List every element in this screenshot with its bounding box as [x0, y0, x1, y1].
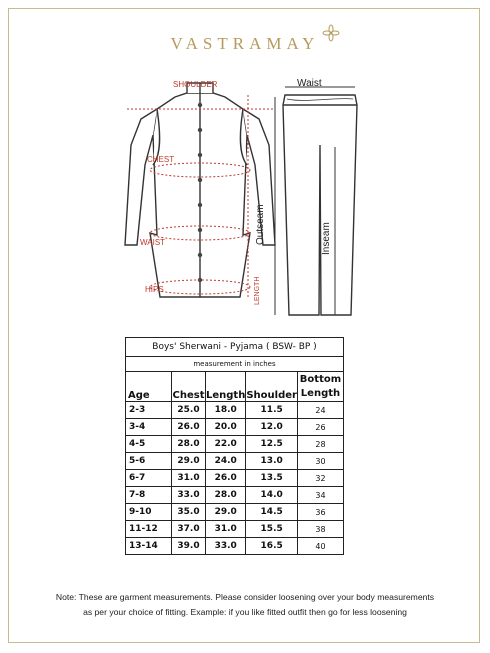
- table-cell: 35.0: [172, 504, 206, 521]
- header-age: Age: [126, 372, 172, 402]
- inseam-label: Inseam: [321, 222, 332, 255]
- table-cell: 29.0: [172, 453, 206, 470]
- table-cell: 24.0: [206, 453, 246, 470]
- waist-label: WAIST: [140, 238, 166, 247]
- table-row: [126, 453, 344, 470]
- shoulder-label: SHOULDER: [173, 80, 218, 89]
- table-cell: 31.0: [172, 470, 206, 487]
- table-cell: 5-6: [126, 453, 172, 470]
- note-line-2: as per your choice of fitting. Example: if you like fitted outfit then go for less loosening: [83, 607, 407, 617]
- table-row: [126, 538, 344, 555]
- header-bottom-length: Bottom Length: [297, 372, 343, 402]
- header-chest: Chest: [172, 372, 206, 402]
- table-cell: 9-10: [126, 504, 172, 521]
- table-cell: 29.0: [206, 504, 246, 521]
- table-cell: 12.5: [246, 436, 298, 453]
- table-title: Boys' Sherwani - Pyjama ( BSW- BP ): [126, 338, 344, 357]
- table-cell: 16.5: [246, 538, 298, 555]
- table-cell: 34: [297, 487, 343, 504]
- table-cell: 13-14: [126, 538, 172, 555]
- table-row: [126, 470, 344, 487]
- table-cell: 13.5: [246, 470, 298, 487]
- table-cell: 36: [297, 504, 343, 521]
- table-cell: 28.0: [206, 487, 246, 504]
- table-row: [126, 402, 344, 419]
- table-cell: 28.0: [172, 436, 206, 453]
- table-cell: 14.0: [246, 487, 298, 504]
- table-cell: 7-8: [126, 487, 172, 504]
- table-subtitle: measurement in inches: [126, 357, 344, 372]
- table-cell: 11-12: [126, 521, 172, 538]
- brand-logo: [0, 34, 490, 54]
- table-row: [126, 436, 344, 453]
- table-cell: 31.0: [206, 521, 246, 538]
- table-cell: 18.0: [206, 402, 246, 419]
- table-cell: 33.0: [172, 487, 206, 504]
- table-cell: 26.0: [206, 470, 246, 487]
- table-cell: 28: [297, 436, 343, 453]
- table-cell: 30: [297, 453, 343, 470]
- measurement-diagram: [105, 75, 395, 325]
- size-chart-table: [125, 337, 344, 555]
- fitting-note: [22, 590, 468, 620]
- table-row: [126, 521, 344, 538]
- table-body: [126, 402, 344, 555]
- table-cell: 15.5: [246, 521, 298, 538]
- brand-name: VASTRAMAY: [170, 34, 320, 53]
- table-cell: 4-5: [126, 436, 172, 453]
- table-cell: 12.0: [246, 419, 298, 436]
- table-cell: 11.5: [246, 402, 298, 419]
- pant-waist-label: Waist: [297, 78, 322, 89]
- table-row: [126, 487, 344, 504]
- table-cell: 3-4: [126, 419, 172, 436]
- table-cell: 14.5: [246, 504, 298, 521]
- table-row: [126, 504, 344, 521]
- note-line-1: Note: These are garment measurements. Please consider loosening over your body measurements: [55, 592, 435, 602]
- table-cell: 20.0: [206, 419, 246, 436]
- table-cell: 39.0: [172, 538, 206, 555]
- table-cell: 33.0: [206, 538, 246, 555]
- table-cell: 26: [297, 419, 343, 436]
- table-cell: 6-7: [126, 470, 172, 487]
- chest-label: CHEST: [147, 155, 175, 164]
- sherwani-drawing: [125, 83, 275, 297]
- table-cell: 37.0: [172, 521, 206, 538]
- table-row: [126, 419, 344, 436]
- table-cell: 32: [297, 470, 343, 487]
- table-cell: 24: [297, 402, 343, 419]
- pyjama-drawing: [283, 95, 357, 315]
- table-cell: 38: [297, 521, 343, 538]
- table-cell: 22.0: [206, 436, 246, 453]
- table-cell: 25.0: [172, 402, 206, 419]
- table-cell: 26.0: [172, 419, 206, 436]
- table-cell: 40: [297, 538, 343, 555]
- table-cell: 2-3: [126, 402, 172, 419]
- hips-label: HIPS: [145, 285, 164, 294]
- outseam-label: Outseam: [255, 204, 266, 245]
- header-shoulder: Shoulder: [246, 372, 298, 402]
- table-cell: 13.0: [246, 453, 298, 470]
- length-label: LENGTH: [254, 276, 261, 305]
- flower-icon: [322, 24, 340, 42]
- header-length: Length: [206, 372, 246, 402]
